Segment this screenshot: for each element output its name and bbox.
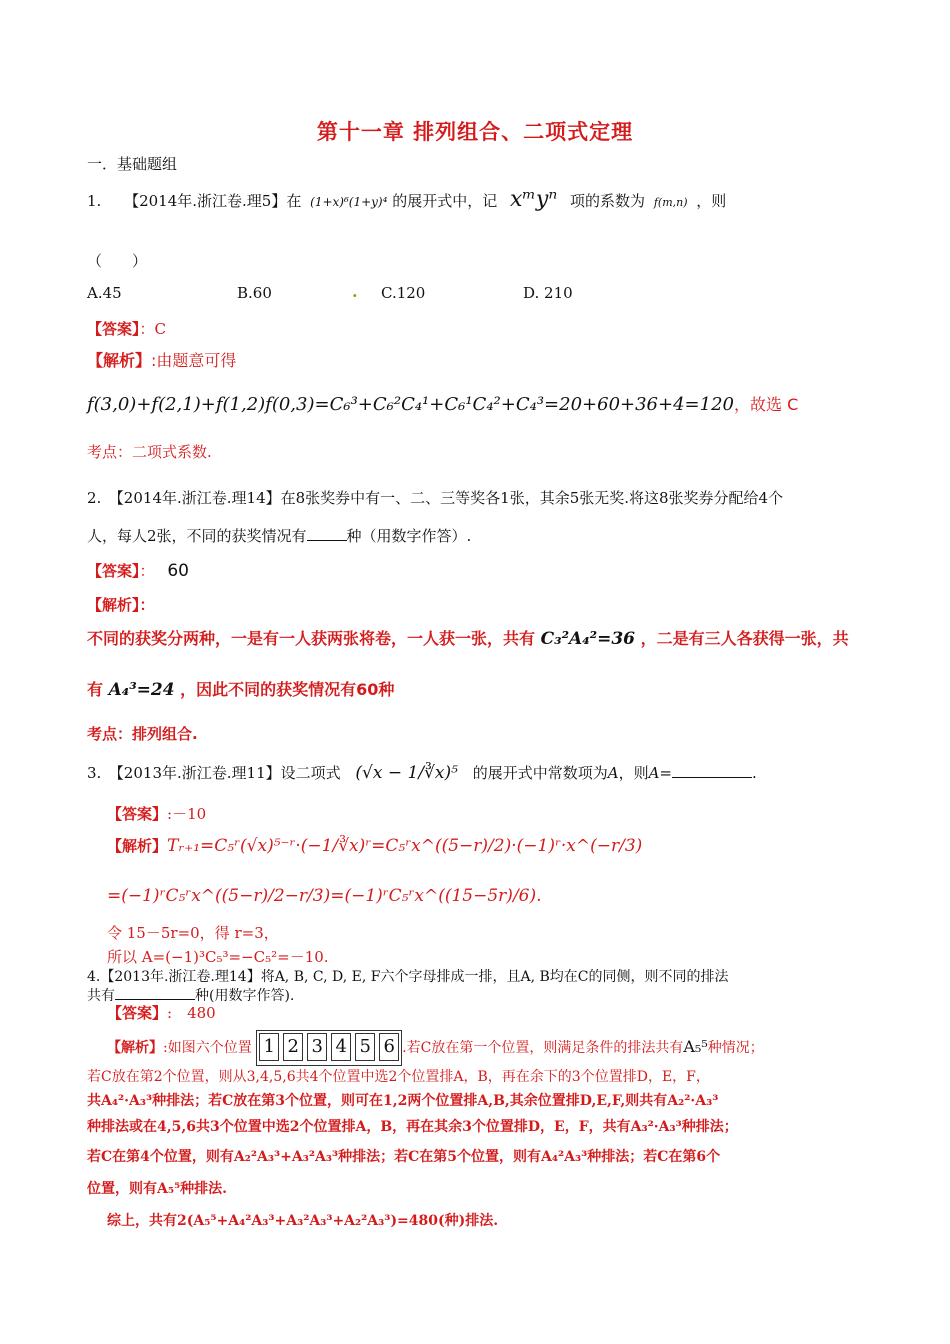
- question-text: 共有: [87, 988, 115, 1004]
- position-box: 4: [331, 1033, 351, 1061]
- question-text: ，则: [696, 192, 727, 210]
- analysis-text: :由题意可得: [151, 351, 237, 370]
- blank: [307, 540, 347, 541]
- text: .若C放在第一个位置，则满足条件的排法共有: [402, 1040, 684, 1056]
- question-text: 项的系数为: [570, 192, 646, 210]
- analysis-line: [87, 350, 236, 372]
- answer-line: [87, 318, 166, 340]
- question-text: 种（用数字作答）.: [346, 527, 472, 545]
- period: .: [752, 764, 757, 782]
- formula-end: ，故选 C: [733, 395, 799, 414]
- formula-line-4: 所以 A=(−1)³C₅³=−C₅²=－10.: [107, 948, 329, 966]
- option-a: A.45: [87, 284, 122, 302]
- answer-value: ：C: [139, 320, 166, 338]
- answer-label: 【答案】: [107, 1004, 168, 1022]
- answer-label: 【答案】: [87, 320, 140, 338]
- analysis-label: 【解析】: [107, 1040, 163, 1056]
- analysis-line: [87, 594, 155, 616]
- text: ，二是有三人各获得一张，共: [640, 629, 849, 648]
- option-d: D. 210: [523, 284, 573, 302]
- variable: A: [607, 764, 619, 782]
- question-text: ，则: [618, 764, 649, 782]
- answer-line: [107, 803, 206, 825]
- analysis-text-1: [87, 626, 849, 649]
- question-source: 【2014年.浙江卷.理5】在: [124, 192, 302, 210]
- position-box: 2: [283, 1033, 303, 1061]
- question-text: 种(用数字作答).: [195, 988, 295, 1004]
- answer-value: 60: [167, 561, 189, 581]
- analysis-line-6: 位置，则有A₅⁵种排法.: [87, 1181, 227, 1197]
- kaodian: 考点：排列组合.: [87, 725, 198, 743]
- question-text: 3. 【2013年.浙江卷.理11】设二项式: [87, 764, 341, 782]
- text: 不同的获奖分两种，一是有一人获两张将卷，一人获一张，共有: [87, 629, 536, 648]
- answer-line: [107, 1002, 216, 1024]
- analysis-line-7: 综上，共有2(A₅⁵+A₄²A₃³+A₃²A₃³+A₂²A₃³)=480(种)排法.: [107, 1213, 499, 1229]
- question-text: 的展开式中，记: [392, 192, 498, 210]
- answer-line: [87, 560, 189, 582]
- question-text: 人，每人2张，不同的获奖情况有: [87, 527, 307, 545]
- question-text: 的展开式中常数项为: [472, 764, 608, 782]
- analysis-line-4: 种排法或在4,5,6共3个位置中选2个位置排A，B，再在其余3个位置排D，E，F，共有A₃²·A₃³种排法；: [87, 1119, 738, 1135]
- analysis-line-5: 若C在第4个位置，则有A₂²A₃³+A₃²A₃³种排法；若C在第5个位置，则有A₄²A₃³种排法；若C在第6个: [87, 1149, 721, 1165]
- analysis-label: 【解析】: [107, 837, 168, 855]
- question-2-line2: [87, 525, 471, 547]
- expression: (1+x)⁶(1+y)⁴: [310, 195, 388, 209]
- question-2-line1: 2. 【2014年.浙江卷.理14】在8张奖券中有一、二、三等奖各1张，其余5张无奖.将这8张奖券分配给4个: [87, 489, 784, 507]
- position-box: 6: [379, 1033, 399, 1061]
- question-1-line: [87, 189, 726, 214]
- formula: C₃²A₄²=36: [540, 629, 635, 649]
- analysis-line-3: 共A₄²·A₃³种排法；若C放在第3个位置，则可在1,2两个位置排A,B,其余位置排D,E,F,则共有A₂²·A₃³: [87, 1093, 719, 1109]
- analysis-line-1: [107, 1030, 764, 1066]
- answer-label: 【答案】: [107, 805, 168, 823]
- formula-line-3: 令 15－5r=0，得 r=3，: [107, 924, 279, 942]
- answer-value: : 480: [167, 1004, 216, 1022]
- question-4-line1: 4.【2013年.浙江卷.理14】将A, B, C, D, E, F六个字母排成一排，且A, B均在C的同侧，则不同的排法: [87, 969, 729, 985]
- formula: A₄³=24: [108, 680, 175, 700]
- kaodian: 考点：二项式系数.: [87, 443, 212, 461]
- analysis-text-2: [87, 677, 394, 700]
- text: 有: [87, 680, 104, 699]
- analysis-label: 【解析】: [87, 351, 152, 370]
- answer-label: 【答案】: [87, 562, 140, 580]
- formula: A₅⁵: [683, 1037, 708, 1056]
- blank: [115, 999, 195, 1000]
- option-c: C.120: [381, 284, 426, 302]
- function-label: f(m,n): [653, 196, 688, 209]
- blank: [672, 777, 752, 778]
- formula-line: [87, 392, 798, 415]
- answer-paren: （ ）: [87, 252, 148, 270]
- variable: A: [648, 764, 660, 782]
- dot-mark: .: [352, 282, 358, 301]
- section-heading: 一．基础题组: [87, 155, 178, 173]
- term: xᵐyⁿ: [510, 187, 558, 212]
- option-b: B.60: [237, 284, 272, 302]
- position-box: 1: [259, 1033, 279, 1061]
- analysis-colon: ：: [139, 596, 155, 614]
- analysis-line: [107, 835, 642, 856]
- page-title: 第十一章 排列组合、二项式定理: [316, 120, 634, 144]
- question-3-line: [87, 762, 757, 784]
- position-box: 5: [355, 1033, 375, 1061]
- formula: Tᵣ₊₁=C₅ʳ(√x)⁵⁻ʳ·(−1/∛x)ʳ=C₅ʳx^((5−r)/2)·(−1)ʳ·x^(−r/3): [167, 836, 643, 856]
- formula-line-2: =(−1)ʳC₅ʳx^((5−r)/2−r/3)=(−1)ʳC₅ʳx^((15−5r)/6).: [107, 886, 542, 906]
- analysis-line-2: 若C放在第2个位置，则从3,4,5,6共4个位置中选2个位置排A，B，再在余下的3个位置排D，E，F，: [87, 1069, 710, 1085]
- answer-value: :－10: [167, 805, 207, 823]
- text: 种情况；: [707, 1040, 764, 1056]
- expression: (√x − 1/∛x)⁵: [355, 763, 458, 783]
- position-box: 3: [307, 1033, 327, 1061]
- text: :如图六个位置: [163, 1040, 252, 1056]
- text: ，因此不同的获奖情况有60种: [180, 680, 395, 699]
- formula: f(3,0)+f(2,1)+f(1,2)f(0,3)=C₆³+C₆²C₄¹+C₆¹C₄²+C₄³=20+60+36+4=120: [87, 394, 734, 415]
- position-boxes: [256, 1030, 402, 1066]
- answer-colon: ：: [139, 562, 155, 580]
- question-number: 1.: [87, 192, 102, 210]
- equals: =: [659, 764, 672, 782]
- analysis-label: 【解析】: [87, 596, 140, 614]
